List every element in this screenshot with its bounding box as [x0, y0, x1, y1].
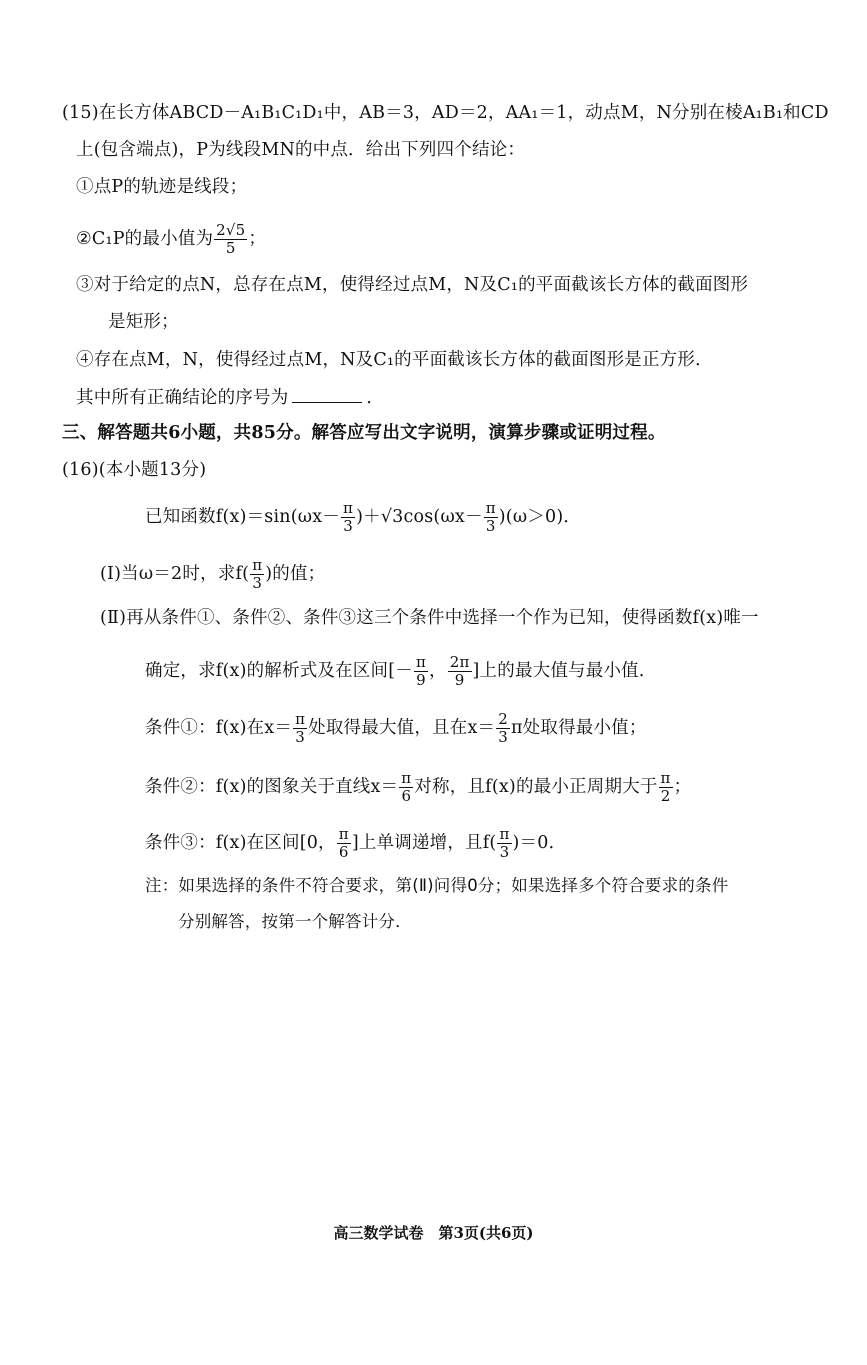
q15-ask: 其中所有正确结论的序号为 ．	[76, 384, 384, 410]
q15-conclusion-3b: 是矩形；	[108, 312, 179, 332]
q15-line-2: 上(包含端点)，P为线段MN的中点．给出下列四个结论：	[76, 140, 526, 160]
q16-part-2a: (Ⅱ)再从条件①、条件②、条件③这三个条件中选择一个作为已知，使得函数f(x)唯一	[100, 608, 759, 628]
q16-condition-1: 条件①：f(x)在x＝ $\frac{\pi}{3}$ 处取得最大值，且在x＝ $\frac{2}{3}$ π处取得最小值；	[145, 710, 647, 746]
q16-heading: (16)(本小题13分)	[62, 460, 207, 480]
q15-conclusion-4: ④存在点M，N，使得经过点M，N及C₁的平面截该长方体的截面图形是正方形．	[76, 350, 713, 370]
q16-condition-3: 条件③：f(x)在区间[0， $\frac{\pi}{6}$ ]上单调递增，且f( $\frac{\pi}{3}$ )＝0．	[145, 825, 567, 861]
q15-conclusion-3a: ③对于给定的点N，总存在点M，使得经过点M，N及C₁的平面截该长方体的截面图形	[76, 275, 749, 295]
page-footer: 高三数学试卷 第3页(共6页)	[333, 1224, 534, 1242]
q15-conclusion-1: ①点P的轨迹是线段；	[76, 177, 248, 197]
q16-note-1: 注：如果选择的条件不符合要求，第(Ⅱ)问得0分；如果选择多个符合要求的条件	[145, 876, 729, 895]
answer-blank[interactable]	[292, 384, 362, 403]
q16-part-2b: 确定，求f(x)的解析式及在区间[－ $\frac{\pi}{9}$ ， $\frac{2\pi}{9}$ ]上的最大值与最小值．	[145, 653, 657, 689]
q16-note-2: 分别解答，按第一个解答计分．	[178, 912, 412, 931]
q16-function: 已知函数f(x)＝sin(ωx－ $\frac{\pi}{3}$ )＋√3cos(ωx－ $\frac{\pi}{3}$ )(ω＞0)．	[145, 499, 582, 535]
q15-conclusion-2: ②C₁P的最小值为 $\frac{2√5}{5}$ ；	[76, 221, 267, 257]
q16-part-1: (Ⅰ)当ω＝2时，求f( $\frac{\pi}{3}$ )的值；	[100, 556, 326, 592]
fraction: $\frac{2√5}{5}$	[216, 221, 246, 257]
section-3-heading: 三、解答题共6小题，共85分。解答应写出文字说明，演算步骤或证明过程。	[62, 423, 666, 443]
q16-condition-2: 条件②：f(x)的图象关于直线x＝ $\frac{\pi}{6}$ 对称，且f(x)的最小正周期大于 $\frac{\pi}{2}$ ；	[145, 769, 692, 805]
q15-line-1: (15)在长方体ABCD－A₁B₁C₁D₁中，AB＝3，AD＝2，AA₁＝1，动点M，N分别在棱A₁B₁和CD	[62, 103, 829, 123]
